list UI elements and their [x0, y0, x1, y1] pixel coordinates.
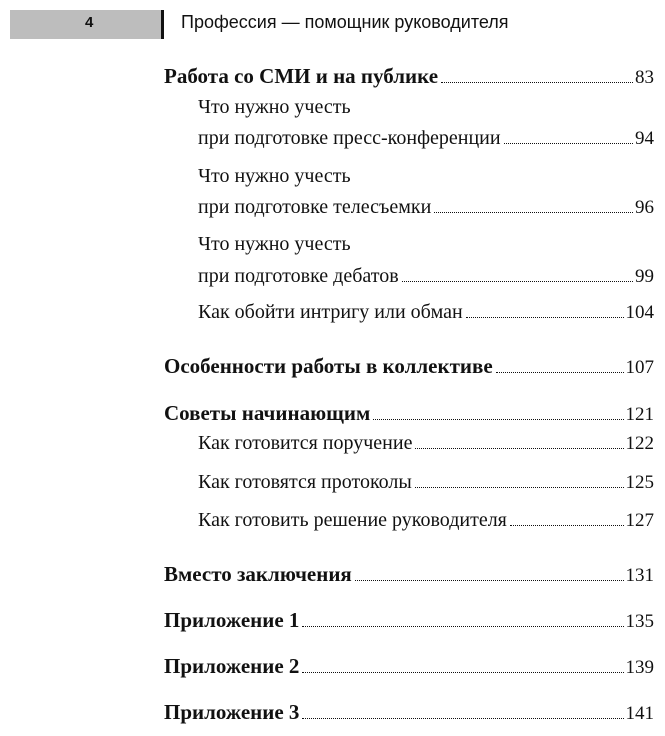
dot-leader	[504, 142, 633, 144]
dot-leader	[496, 371, 624, 373]
toc-entry-page: 127	[625, 510, 654, 531]
toc-entry-protocols[interactable]	[198, 471, 654, 494]
toc-entry-tv-shooting[interactable]	[198, 196, 654, 219]
toc-entry-page: 131	[625, 565, 654, 586]
toc-entry-title: при подготовке пресс-конференции	[198, 127, 501, 149]
toc-entry-title: при подготовке дебатов	[198, 265, 399, 287]
toc-entry-page: 122	[625, 433, 654, 454]
dot-leader	[434, 211, 633, 213]
dot-leader	[302, 671, 623, 673]
dot-leader	[373, 418, 623, 420]
toc-entry-title-line1[interactable]: Что нужно учесть	[198, 96, 351, 118]
toc-entry-title: Приложение 3	[164, 700, 300, 724]
toc-entry-appendix-1[interactable]	[164, 608, 654, 633]
toc-entry-title: Как готовится поручение	[198, 432, 413, 454]
toc-entry-assignment[interactable]	[198, 432, 654, 455]
dot-leader	[355, 579, 624, 581]
toc-entry-title: Как готовить решение руководителя	[198, 509, 507, 531]
toc-entry-page: 125	[625, 472, 654, 493]
dot-leader	[510, 524, 624, 526]
dot-leader	[302, 717, 623, 719]
toc-entry-media[interactable]	[164, 64, 654, 89]
toc-entry-title: Особенности работы в коллективе	[164, 354, 493, 378]
dot-leader	[441, 81, 633, 83]
dot-leader	[415, 447, 623, 449]
toc-entry-title: Работа со СМИ и на публике	[164, 64, 439, 88]
toc-entry-page: 121	[625, 404, 654, 425]
toc-entry-title: Советы начинающим	[164, 401, 371, 425]
toc-entry-page: 139	[625, 657, 654, 678]
toc-entry-page: 135	[625, 611, 654, 632]
toc-entry-title: Приложение 2	[164, 654, 300, 678]
toc-entry-page: 94	[635, 128, 654, 149]
toc-entry-title: Как обойти интригу или обман	[198, 301, 463, 323]
toc-entry-title: Как готовятся протоколы	[198, 471, 412, 493]
dot-leader	[302, 625, 623, 627]
page-number: 4	[85, 14, 94, 31]
dot-leader	[415, 486, 624, 488]
toc-entry-title: Приложение 1	[164, 608, 300, 632]
toc-entry-page: 96	[635, 197, 654, 218]
toc-entry-page: 83	[635, 67, 654, 88]
toc-entry-title: при подготовке телесъемки	[198, 196, 432, 218]
toc-entry-conclusion[interactable]	[164, 562, 654, 587]
toc-entry-intrigue[interactable]	[198, 301, 654, 324]
toc-entry-title: Вместо заключения	[164, 562, 352, 586]
toc-entry-press-conference[interactable]	[198, 127, 654, 150]
toc-entry-title-line1[interactable]: Что нужно учесть	[198, 233, 351, 255]
toc-entry-beginners-tips[interactable]	[164, 401, 654, 426]
dot-leader	[402, 280, 633, 282]
toc-entry-team-work[interactable]	[164, 354, 654, 379]
toc-entry-page: 99	[635, 266, 654, 287]
toc-entry-page: 141	[625, 703, 654, 724]
running-title: Профессия — помощник руководителя	[181, 12, 509, 32]
toc-entry-appendix-3[interactable]	[164, 700, 654, 725]
toc-entry-page: 104	[625, 302, 654, 323]
toc-entry-appendix-2[interactable]	[164, 654, 654, 679]
toc-entry-title-line1[interactable]: Что нужно учесть	[198, 165, 351, 187]
toc-entry-debates[interactable]	[198, 265, 654, 288]
toc-entry-page: 107	[625, 357, 654, 378]
toc-entry-decision[interactable]	[198, 509, 654, 532]
dot-leader	[466, 316, 624, 318]
